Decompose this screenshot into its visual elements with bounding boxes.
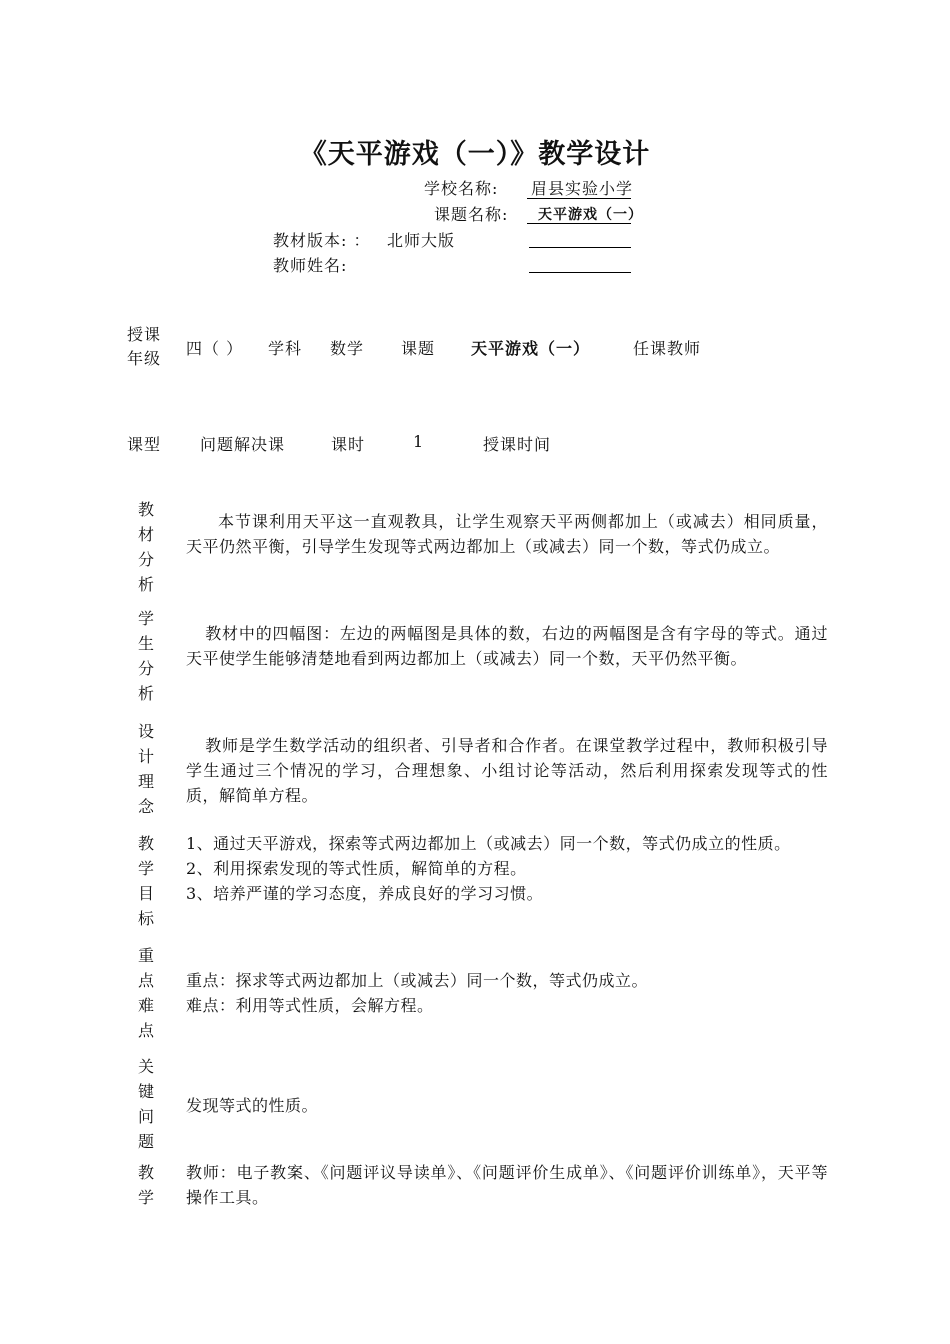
grade-label-line-1: 授课: [127, 325, 162, 344]
teaching-resources-text: [186, 1160, 828, 1210]
design-concept-text: [186, 733, 828, 808]
label-char: 关: [137, 1057, 154, 1076]
teaching-resources-label: [133, 1160, 159, 1210]
label-char: 生: [137, 634, 154, 653]
label-char: 点: [137, 971, 154, 990]
key-issue-label: [133, 1054, 159, 1154]
grade-label-line-2: 年级: [127, 349, 162, 368]
teacher-name-label: 教师姓名:: [273, 256, 348, 275]
edition-label: 教材版本: ：: [273, 231, 371, 250]
teaching-resources-paragraph: 教师：电子教案、《问题评议导读单》、《问题评价生成单》、《问题评价训练单》，天平等操作工具。: [186, 1163, 828, 1207]
label-char: 析: [137, 684, 154, 703]
school-name-underline: [527, 198, 631, 199]
key-issue-paragraph: 发现等式的性质。: [186, 1096, 319, 1115]
topic-name-label: 课题名称:: [434, 205, 509, 224]
lesson-hours-label: 课时: [331, 435, 366, 454]
lesson-type-label: 课型: [127, 435, 162, 454]
student-analysis-paragraph: 教材中的四幅图：左边的两幅图是具体的数，右边的两幅图是含有字母的等式。通过天平使学生能够清楚地看到两边都加上（或减去）同一个数，天平仍然平衡。: [186, 624, 828, 668]
goal-item: 1、通过天平游戏，探索等式两边都加上（或减去）同一个数，等式仍成立的性质。: [186, 834, 791, 853]
material-analysis-label: [133, 497, 159, 597]
teacher-label: 任课教师: [633, 339, 702, 358]
key-difficult-points-text: [186, 968, 828, 1018]
edition-value: 北师大版: [387, 231, 456, 250]
document-title: 《天平游戏（一）》教学设计: [299, 139, 651, 170]
label-char: 理: [137, 772, 154, 791]
label-char: 标: [137, 909, 154, 928]
label-char: 念: [137, 797, 154, 816]
lesson-time-label: 授课时间: [483, 435, 552, 454]
topic-name-underline: [527, 223, 631, 224]
goal-item: 2、利用探索发现的等式性质，解简单的方程。: [186, 859, 527, 878]
label-char: 键: [137, 1082, 154, 1101]
school-name-label: 学校名称:: [424, 179, 499, 198]
design-concept-paragraph: 教师是学生数学活动的组织者、引导者和合作者。在课堂教学过程中，教师积极引导学生通过三个情况的学习，合理想象、小组讨论等活动，然后利用探索发现等式的性质，解简单方程。: [186, 736, 828, 805]
lesson-type-value: 问题解决课: [200, 435, 286, 454]
school-name-value: 眉县实验小学: [531, 179, 634, 198]
teacher-name-underline: [529, 272, 631, 273]
grade-label: [127, 323, 161, 371]
label-char: 目: [137, 884, 154, 903]
topic-label: 课题: [401, 339, 436, 358]
label-char: 教: [137, 1163, 154, 1182]
student-analysis-text: [186, 621, 828, 671]
key-point-item: 重点：探求等式两边都加上（或减去）同一个数，等式仍成立。: [186, 971, 649, 990]
topic-value: 天平游戏（一）: [471, 339, 591, 358]
label-char: 题: [137, 1132, 154, 1151]
goal-item: 3、培养严谨的学习态度，养成良好的学习习惯。: [186, 884, 544, 903]
label-char: 教: [137, 834, 154, 853]
design-concept-label: [133, 719, 159, 819]
label-char: 材: [137, 525, 154, 544]
topic-name-value: 天平游戏（一）: [538, 207, 643, 223]
label-char: 分: [137, 659, 154, 678]
label-char: 设: [137, 722, 154, 741]
label-char: 重: [137, 946, 154, 965]
material-analysis-paragraph: 本节课利用天平这一直观教具，让学生观察天平两侧都加上（或减去）相同质量，天平仍然平衡，引导学生发现等式两边都加上（或减去）同一个数，等式仍成立。: [186, 512, 828, 556]
subject-label: 学科: [268, 339, 303, 358]
edition-underline: [529, 247, 631, 248]
student-analysis-label: [133, 606, 159, 706]
label-char: 学: [137, 859, 154, 878]
material-analysis-text: [186, 509, 828, 559]
key-difficult-points-label: [133, 943, 159, 1043]
label-char: 教: [137, 500, 154, 519]
difficult-point-item: 难点：利用等式性质，会解方程。: [186, 996, 434, 1015]
key-issue-text: [186, 1093, 828, 1118]
lesson-hours-value: 1: [413, 432, 425, 451]
subject-value: 数学: [330, 339, 365, 358]
label-char: 点: [137, 1021, 154, 1040]
teaching-goals-label: [133, 831, 159, 931]
label-char: 学: [137, 1188, 154, 1207]
label-char: 分: [137, 550, 154, 569]
label-char: 计: [137, 747, 154, 766]
label-char: 学: [137, 609, 154, 628]
grade-value: 四（ ）: [186, 339, 244, 358]
teaching-goals-text: [186, 831, 828, 906]
label-char: 析: [137, 575, 154, 594]
label-char: 难: [137, 996, 154, 1015]
label-char: 问: [137, 1107, 154, 1126]
